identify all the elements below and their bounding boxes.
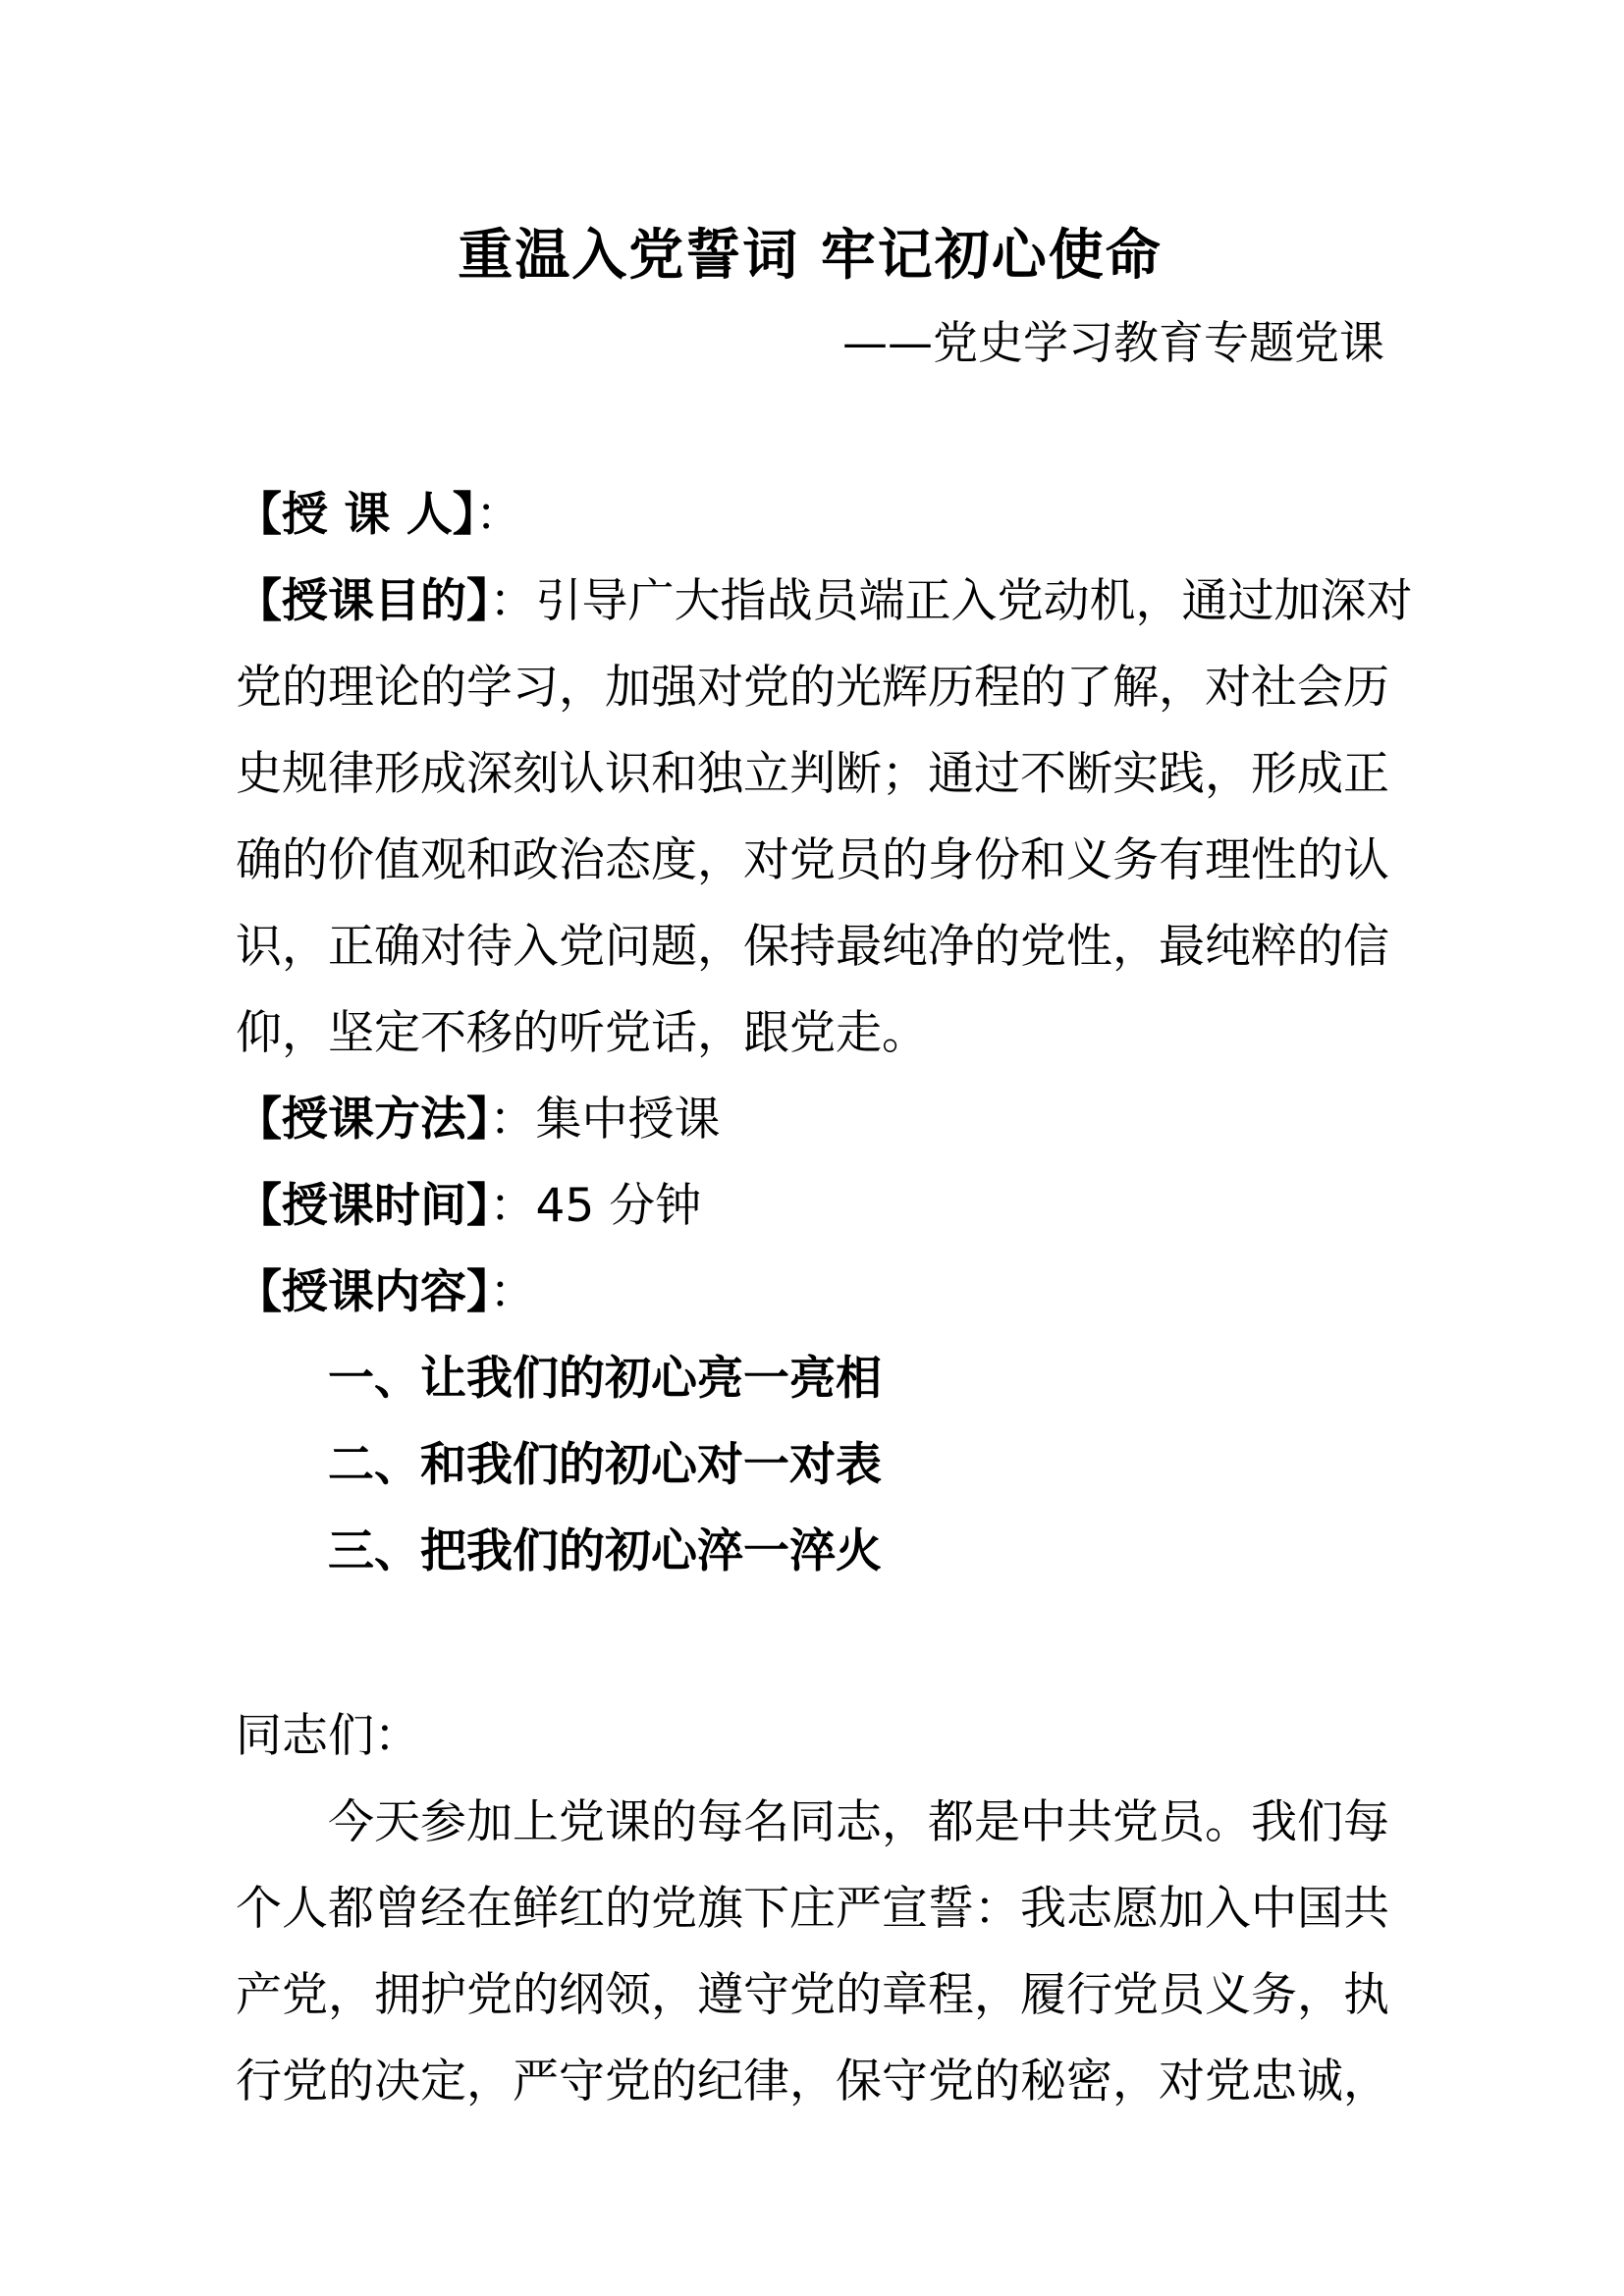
salutation: 同志们： <box>236 1709 420 1763</box>
method-value: ：集中授课 <box>489 1093 721 1147</box>
purpose-text-line-3: 史规律形成深刻认识和独立判断；通过不断实践，形成正 <box>236 747 1389 801</box>
instructor-value: ： <box>475 488 522 542</box>
purpose-text-line-2: 党的理论的学习，加强对党的光辉历程的了解，对社会历 <box>236 661 1389 715</box>
purpose-text-line-4: 确的价值观和政治态度，对党员的身份和义务有理性的认 <box>236 833 1389 887</box>
content-item-2: 二、和我们的初心对一对表 <box>328 1438 882 1492</box>
duration-label: 【授课时间】 <box>236 1179 490 1233</box>
blank-line <box>236 1595 1384 1693</box>
meta-line-purpose <box>236 559 1413 645</box>
purpose-text-line-1: ：引导广大指战员端正入党动机，通过加深对 <box>489 574 1413 628</box>
method-label: 【授课方法】 <box>236 1093 490 1147</box>
instructor-label: 【授 课 人】 <box>236 488 476 542</box>
blank-line <box>236 386 1384 472</box>
meta-line-instructor <box>236 472 1384 559</box>
meta-line-duration <box>236 1163 1384 1250</box>
body-line-4: 行党的决定，严守党的纪律，保守党的秘密，对党忠诚， <box>236 2055 1389 2109</box>
body-line-1: 今天参加上党课的每名同志，都是中共党员。我们每 <box>328 1795 1389 1849</box>
content-value: ： <box>489 1265 536 1319</box>
purpose-label: 【授课目的】 <box>236 574 490 628</box>
content-item-3: 三、把我们的初心淬一淬火 <box>328 1524 882 1578</box>
meta-line-method <box>236 1077 1384 1163</box>
doc-subtitle: ——党史学习教育专题党课 <box>842 316 1384 369</box>
content-label: 【授课内容】 <box>236 1265 490 1319</box>
body-line-2: 个人都曾经在鲜红的党旗下庄严宣誓：我志愿加入中国共 <box>236 1882 1389 1936</box>
purpose-text-line-5: 识，正确对待入党问题，保持最纯净的党性，最纯粹的信 <box>236 920 1389 974</box>
content-item-1: 一、让我们的初心亮一亮相 <box>328 1352 882 1406</box>
meta-line-content <box>236 1250 1384 1336</box>
doc-title: 重温入党誓词 牢记初心使命 <box>458 223 1163 288</box>
purpose-text-line-6: 仰，坚定不移的听党话，跟党走。 <box>236 1006 928 1060</box>
body-line-3: 产党，拥护党的纲领，遵守党的章程，履行党员义务，执 <box>236 1968 1389 2022</box>
duration-value: ：45 分钟 <box>489 1179 702 1233</box>
